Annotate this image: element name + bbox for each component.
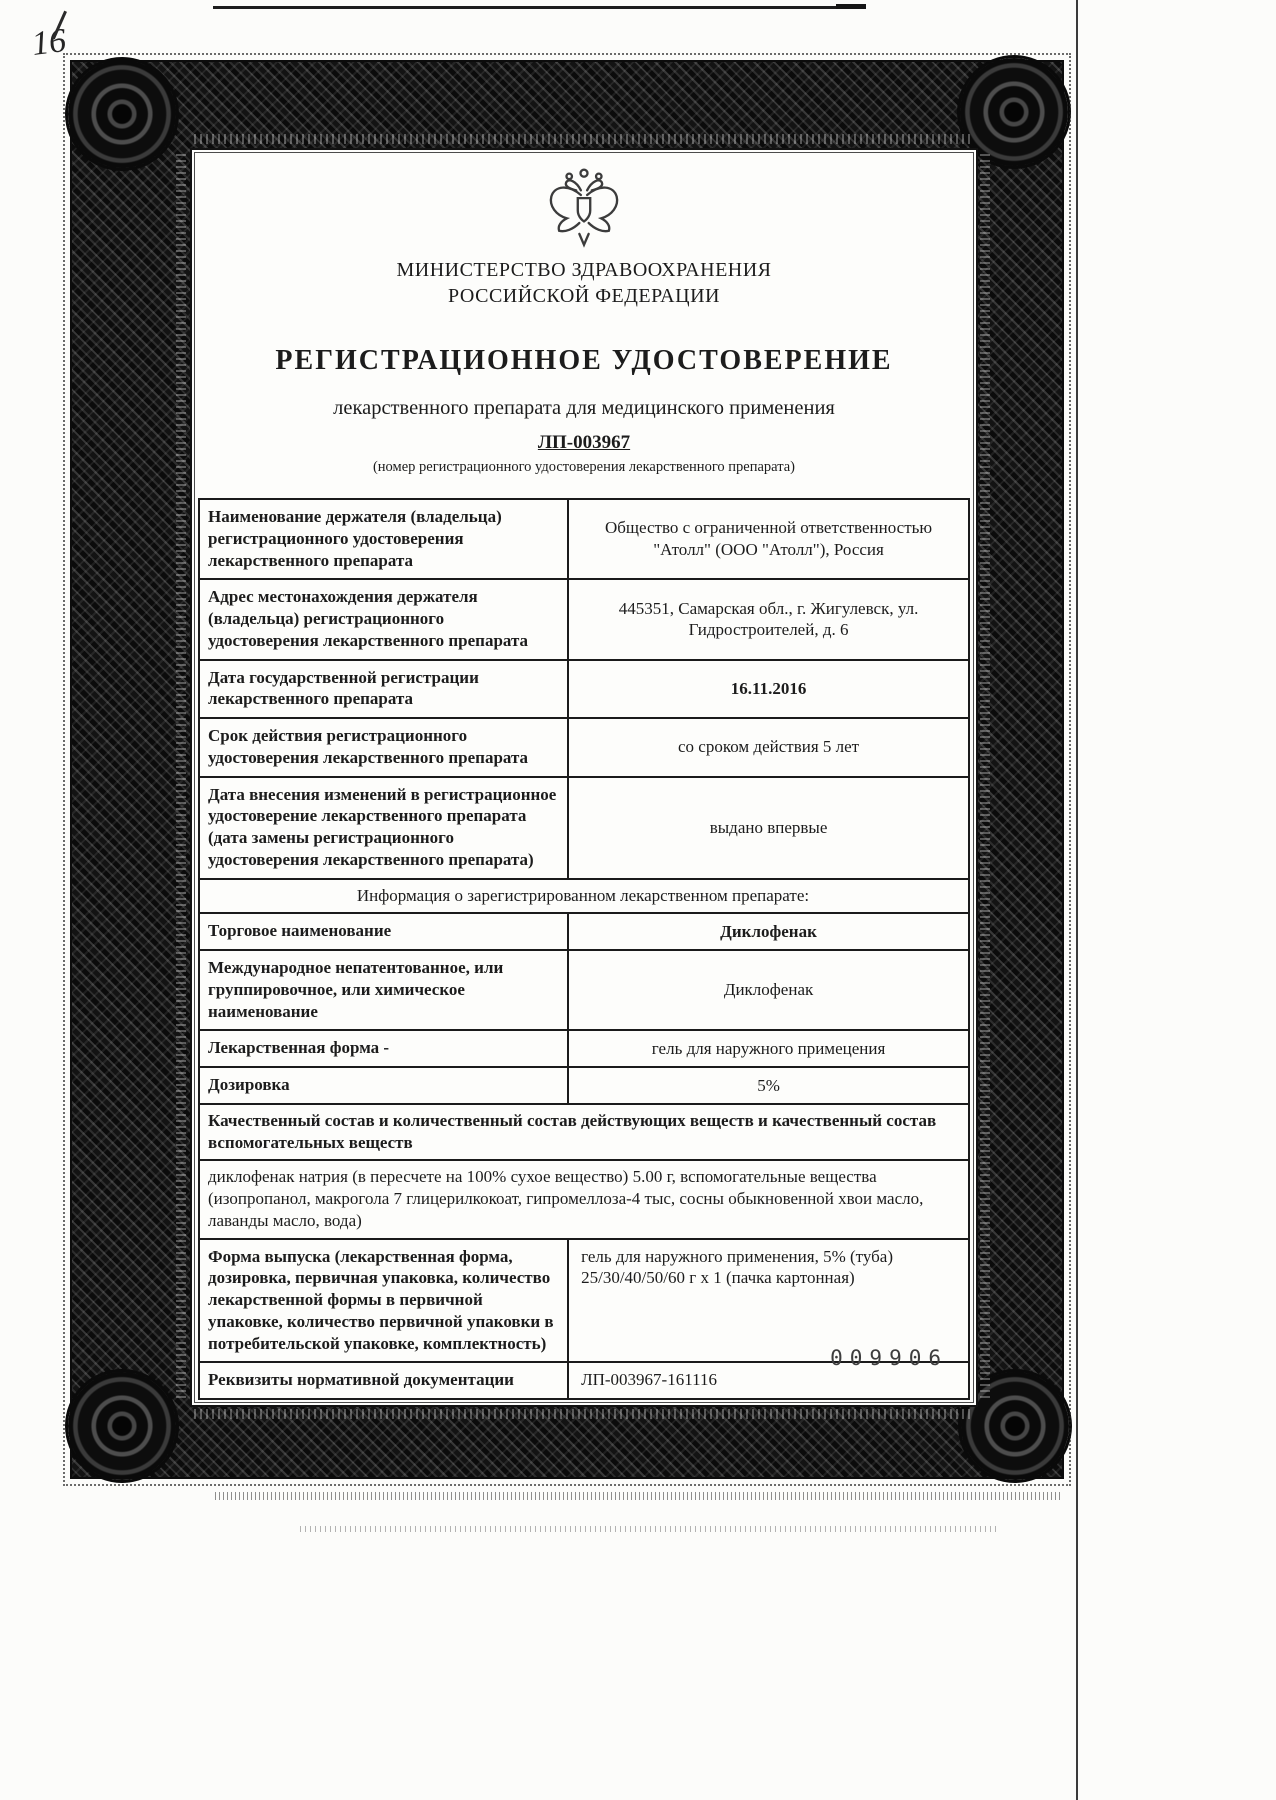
row-inn-name	[200, 949, 968, 1029]
field-value: Диклофенак	[567, 951, 968, 1029]
field-label: Дата государственной регистрации лекарственного препарата	[208, 667, 479, 709]
row-amendment-date	[200, 776, 968, 878]
serial-number-stamp: 009906	[830, 1346, 948, 1370]
russia-coat-of-arms-icon	[198, 167, 970, 251]
scan-artifact-right-line	[1076, 0, 1078, 1800]
scan-noise-row-1	[215, 1492, 1060, 1500]
row-dosage	[200, 1066, 968, 1103]
field-label: Дата внесения изменений в регистрационное удостоверение лекарственного препарата (дата замены регистрационного удостоверения лекарственного препарата)	[208, 784, 557, 869]
ornamental-guilloche-border	[72, 62, 1062, 1477]
row-trade-name	[200, 912, 968, 949]
field-label: Дозировка	[208, 1075, 290, 1094]
field-value: со сроком действия 5 лет	[567, 719, 968, 776]
field-label: Форма выпуска (лекарственная форма, дозировка, первичная упаковка, количество лекарственной формы в первичной упаковке, количество первичной упаковки в потребительской упаковке, комплектность)	[208, 1246, 554, 1353]
scan-artifact-top-mark	[836, 4, 866, 9]
ministry-name	[198, 257, 970, 309]
field-label: Торговое наименование	[208, 921, 392, 941]
field-label: Международное непатентованное, или группировочное, или химическое наименование	[208, 958, 504, 1021]
field-label: Наименование держателя (владельца) регистрационного удостоверения лекарственного препарата	[208, 507, 502, 570]
field-label: Адрес местонахождения держателя (владельца) регистрационного удостоверения лекарственного препарата	[208, 587, 529, 650]
field-value: гель для наружного применения, 5% (туба) 25/30/40/50/60 г х 1 (пачка картонная)	[567, 1240, 968, 1362]
field-label: Реквизиты нормативной документации	[208, 1370, 514, 1390]
field-label: Лекарственная форма -	[208, 1038, 390, 1058]
row-registration-date	[200, 659, 968, 718]
scan-noise-row-2	[300, 1526, 1000, 1532]
row-holder-address	[200, 578, 968, 658]
microtext-strip-top	[194, 134, 972, 144]
field-value: выдано впервые	[567, 778, 968, 878]
field-value: ЛП-003967-161116	[567, 1363, 968, 1398]
microtext-strip-right	[980, 154, 990, 1399]
certificate-body	[190, 148, 978, 1407]
microtext-strip-left	[176, 154, 186, 1399]
handwritten-page-number: 16	[29, 22, 69, 63]
field-value: 445351, Самарская обл., г. Жигулевск, ул. Гидростроителей, д. 6	[567, 580, 968, 658]
corner-rosette-bottom-left	[68, 1372, 176, 1480]
corner-rosette-top-left	[68, 60, 176, 168]
ministry-line-2: РОССИЙСКОЙ ФЕДЕРАЦИИ	[448, 285, 720, 307]
scan-artifact-top-line	[213, 6, 863, 9]
document-subtitle: лекарственного препарата для медицинского применения	[333, 397, 835, 419]
document-title: РЕГИСТРАЦИОННОЕ УДОСТОВЕРЕНИЕ	[275, 345, 893, 376]
field-value: 16.11.2016	[567, 661, 968, 718]
field-label: Срок действия регистрационного удостоверения лекарственного препарата	[208, 726, 529, 767]
row-info-heading: Информация о зарегистрированном лекарственном препарате:	[200, 878, 968, 913]
field-value: Диклофенак	[567, 914, 968, 949]
certificate-table	[198, 498, 970, 1400]
microtext-strip-bottom	[194, 1409, 972, 1419]
row-composition-heading: Качественный состав и количественный состав действующих веществ и качественный состав вспомогательных веществ	[200, 1103, 968, 1160]
field-value: гель для наружного примецения	[567, 1031, 968, 1066]
row-validity-period	[200, 717, 968, 776]
certificate-number-caption: (номер регистрационного удостоверения лекарственного препарата)	[372, 459, 796, 475]
field-value: Общество с ограниченной ответственностью "Атолл" (ООО "Атолл"), Россия	[567, 500, 968, 578]
row-dosage-form	[200, 1029, 968, 1066]
row-composition-text: диклофенак натрия (в пересчете на 100% сухое вещество) 5.00 г, вспомогательные вещества (изопропанол, макрогола 7 глицерилкокоат, гипромеллоза-4 тыс, сосны обыкновенной хвои масло, лаванды масло, вода)	[200, 1159, 968, 1237]
row-holder-name	[200, 500, 968, 578]
ministry-line-1: МИНИСТЕРСТВО ЗДРАВООХРАНЕНИЯ	[396, 259, 772, 281]
field-value: 5%	[567, 1068, 968, 1103]
certificate-number: ЛП-003967	[537, 432, 631, 453]
row-release-form	[200, 1238, 968, 1362]
